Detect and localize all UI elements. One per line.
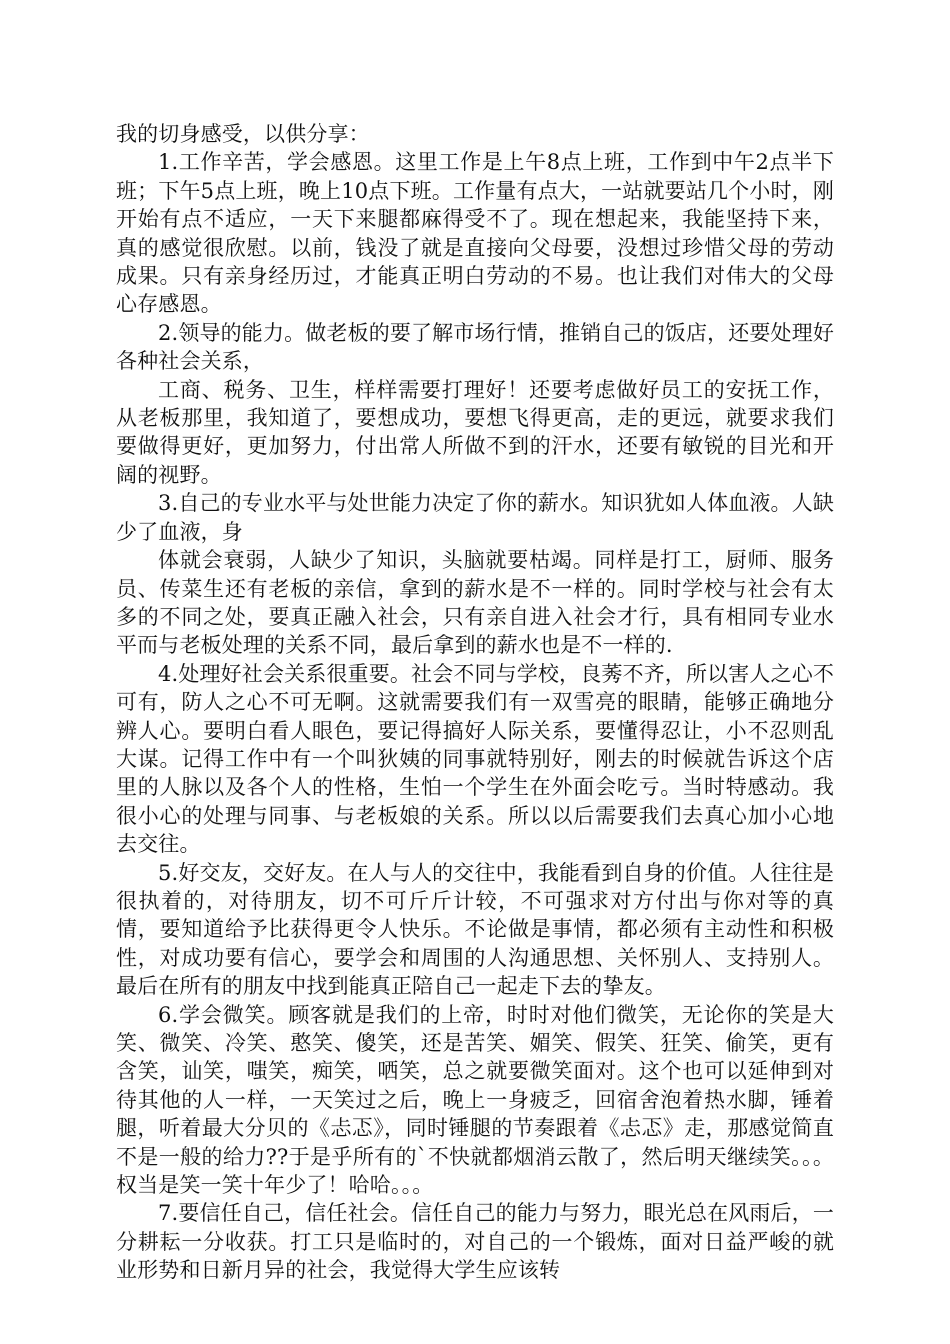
paragraph-4-social-relations: 4.处理好社会关系很重要。社会不同与学校，良莠不齐，所以害人之心不可有，防人之心不可无啊。这就需要我们有一双雪亮的眼睛，能够正确地分辨人心。要明白看人眼色，要记得搞好人际关系，要懂得忍让，小不忍则乱大谋。记得工作中有一个叫狄姨的同事就特别好，刚去的时候就告诉这个店里的人脉以及各个人的性格，生怕一个学生在外面会吃亏。当时特感动。我很小心的处理与同事、与老板娘的关系。所以以后需要我们去真心加小心地去交往。: [116, 661, 834, 857]
document-body: [116, 120, 834, 1285]
paragraph-6-smile: 6.学会微笑。顾客就是我们的上帝，时时对他们微笑，无论你的笑是大笑、微笑、冷笑、憨笑、傻笑，还是苦笑、媚笑、假笑、狂笑、偷笑，更有含笑，讪笑，嗤笑，痴笑，哂笑，总之就要微笑面对。这个也可以延伸到对待其他的人一样，一天笑过之后，晚上一身疲乏，回宿舍泡着热水脚，锤着腿，听着最大分贝的《忐忑》，同时锤腿的节奏跟着《忐忑》走，那感觉简直不是一般的给力??于是乎所有的`不快就都烟消云散了，然后明天继续笑。。。权当是笑一笑十年少了！哈哈。。。: [116, 1002, 834, 1198]
paragraph-5-friends: 5.好交友，交好友。在人与人的交往中，我能看到自身的价值。人往往是很执着的，对待朋友，切不可斤斤计较，不可强求对方付出与你对等的真情，要知道给予比获得更令人快乐。不论做是事情，都必须有主动性和积极性，对成功要有信心，要学会和周围的人沟通思想、关怀别人、支持别人。最后在所有的朋友中找到能真正陪自己一起走下去的挚友。: [116, 860, 834, 999]
paragraph-3-salary: 3.自己的专业水平与处世能力决定了你的薪水。知识犹如人体血液。人缺少了血液，身: [116, 491, 834, 544]
paragraph-3-continued: 体就会衰弱，人缺少了知识，头脑就要枯竭。同样是打工，厨师、服务员、传菜生还有老板的亲信，拿到的薪水是不一样的。同时学校与社会有太多的不同之处，要真正融入社会，只有亲自进入社会才行，具有相同专业水平而与老板处理的关系不同，最后拿到的薪水也是不一样的.: [116, 548, 834, 658]
paragraph-1-gratitude: 1.工作辛苦，学会感恩。这里工作是上午8点上班，工作到中午2点半下班；下午5点上班，晚上10点下班。工作量有点大，一站就要站几个小时，刚开始有点不适应，一天下来腿都麻得受不了。现在想起来，我能坚持下来，真的感觉很欣慰。以前，钱没了就是直接向父母要，没想过珍惜父母的劳动成果。只有亲身经历过，才能真正明白劳动的不易。也让我们对伟大的父母心存感恩。: [116, 150, 834, 317]
paragraph-intro: 我的切身感受，以供分享：: [116, 122, 370, 146]
paragraph-2-continued: 工商、税务、卫生，样样需要打理好！还要考虑做好员工的安抚工作，从老板那里，我知道了，要想成功，要想飞得更高，走的更远，就要求我们要做得更好，更加努力，付出常人所做不到的汗水，还要有敏锐的目光和开阔的视野。: [116, 377, 834, 487]
paragraph-2-leadership: 2.领导的能力。做老板的要了解市场行情，推销自己的饭店，还要处理好各种社会关系，: [116, 320, 834, 374]
paragraph-7-trust: 7.要信任自己，信任社会。信任自己的能力与努力，眼光总在风雨后，一分耕耘一分收获。打工只是临时的，对自己的一个锻炼，面对日益严峻的就业形势和日新月异的社会，我觉得大学生应该转: [116, 1201, 834, 1283]
